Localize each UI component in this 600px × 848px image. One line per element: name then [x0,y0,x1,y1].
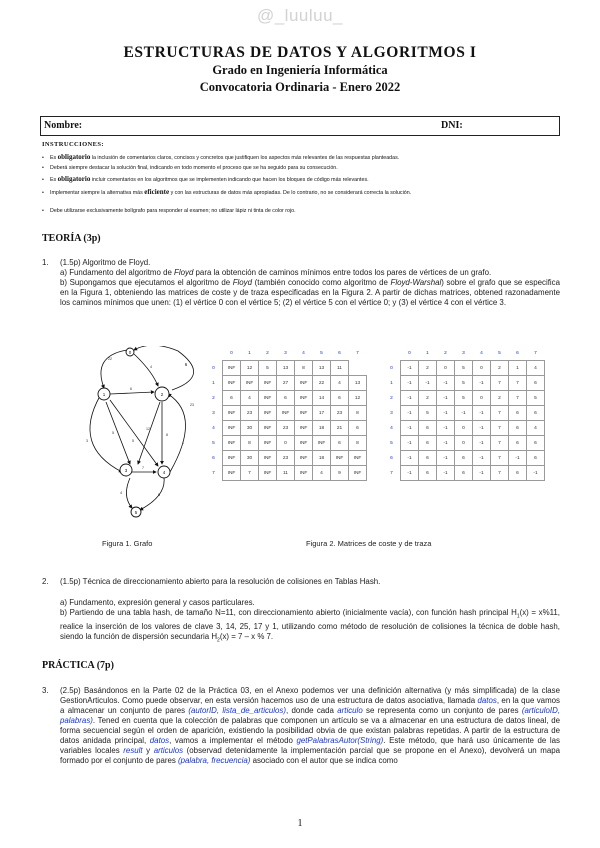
matrix-cell: 5 [455,376,473,391]
matrix-cell: INF [349,466,367,481]
matrix-cell: INF [259,376,277,391]
matrix-cell: 5 [419,406,437,421]
matrix-cell: 4 [527,421,545,436]
matrix-row-header: 3 [390,410,393,416]
question-2-part-a: a) Fundamento, expresión general y casos particulares. [60,598,255,607]
matrix-cell: INF [223,451,241,466]
matrix-row-header: 1 [212,380,215,386]
graph-node-label: 1 [102,392,106,397]
graph-edge-label: 3 [86,439,88,443]
matrix-row-header: 5 [390,440,393,446]
matrix-cell: INF [259,451,277,466]
matrix-cell: 6 [527,436,545,451]
graph-edge-label: 4 [150,365,152,369]
matrix-cell: -1 [437,391,455,406]
graph-node-label: 3 [124,468,128,473]
matrix-cell: 2 [491,391,509,406]
degree-subtitle: Grado en Ingeniería Informática [212,63,388,77]
matrix-cell: INF [259,406,277,421]
watermark: @_luuluu_ [256,6,344,25]
matrix-cell: -1 [509,451,527,466]
matrix-cell: 4 [313,466,331,481]
matrix-cell: 6 [509,406,527,421]
graph-edge-label: 12 [146,427,150,431]
matrix-row [205,361,367,376]
question-3-text: (2.5p) Basándonos en la Parte 02 de la Práctica 03, en el Anexo podemos ver una definición alternativa (y más simplificada) de la clase GestionArticulos. Como puede observar, en esta versión hacemos uso de una estructura de datos asociativa, llamada datos, en la que vamos a almacenar un conjunto de pares (autorID, lista_de_articulos), donde cada articulo se representa como un conjunto de pares (articuloID, palabras). Tened en cuenta que la colección de palabras que componen un artículo se va a almacenar en una estructura de datos lineal, de forma secuencial según el orden de aparición, existiendo la posibilidad obvia de que existan palabras repetidas. A partir de la estructura de datos anidada principal, datos, vamos a implementar el método getPalabrasAutor(String). Este método, que hará uso únicamente de las variables locales result y articulos (observad detenidamente la implementación parcial que se propone en el Anexo), devolverá un mapa formado por el conjunto de pares (palabra, frecuencia) asociado con el autor que se indica como [60,686,561,765]
matrix-cell: 6 [419,451,437,466]
matrix-cell: 7 [509,376,527,391]
matrix-row [383,421,545,436]
matrix-cell: INF [223,466,241,481]
matrix-cell: -1 [401,466,419,481]
matrix-cell: 7 [241,466,259,481]
instructions-heading: INSTRUCCIONES: [42,141,104,148]
matrix-cell: 2 [419,391,437,406]
practice-heading: PRÁCTICA (7p) [42,660,114,671]
graph-edge-label: 4 [120,491,122,495]
matrix-cell: INF [295,406,313,421]
matrix-cell: 7 [491,376,509,391]
matrix-cell: 27 [277,376,295,391]
matrix-cell: 9 [331,466,349,481]
matrix-cell: INF [259,436,277,451]
matrix-row-header: 3 [212,410,215,416]
matrix-cell: 5 [527,391,545,406]
matrix-cell: -1 [473,466,491,481]
matrix-cell: 23 [277,451,295,466]
matrix-cell: -1 [455,406,473,421]
matrix-cell: INF [259,391,277,406]
matrix-cell: -1 [437,421,455,436]
matrix-cell: 6 [527,406,545,421]
matrix-row [205,436,367,451]
matrix-cell: 23 [331,406,349,421]
graph-edge-label: 7 [142,466,144,470]
graph-node-label: 5 [134,510,138,515]
question-1-title: (1.5p) Algoritmo de Floyd. [60,258,151,267]
question-1-part-a: a) Fundamento del algoritmo de Floyd para la obtención de caminos mínimos entre todos los pares de vértices de un grafo. [60,268,492,277]
matrix-cell: 17 [313,406,331,421]
exam-title: ESTRUCTURAS DE DATOS Y ALGORITMOS I [123,44,477,61]
matrix-cell: INF [295,436,313,451]
matrix-column-header: 3 [284,350,287,356]
question-3-number: 3. [42,686,49,695]
graph-edge-label: 8 [166,433,168,437]
matrix-column-header: 0 [230,350,233,356]
matrix-row [383,466,545,481]
matrix-cell: 4 [241,391,259,406]
matrix-cell: -1 [401,436,419,451]
matrix-cell: -1 [419,376,437,391]
matrix-cell: INF [259,421,277,436]
graph-node-label: 0 [128,350,132,355]
matrix-row [205,376,367,391]
matrix-cell: 8 [349,436,367,451]
matrix-cell: 6 [509,466,527,481]
matrix-cell: -1 [401,421,419,436]
question-2-part-b: b) Partiendo de una tabla hash, de tamaño N=11, con direccionamiento abierto (inicialmente vacía), con función hash principal $H_1(x) = x\%11$, realice la inserción de los valores de clave 3, 14, 25, 17 y 1, utilizando como método de resolución de colisiones la técnica de doble hash, siendo la función de dispersión secundaria $H_2(x) = 7 - x$ % 7. [60,608,560,644]
instruction-item: • Deberá siempre destacar la solución final, indicando en todo momento el proceso que se ha seguido para su consecución. [42,165,338,171]
matrix-row [383,406,545,421]
matrix-row-header: 1 [390,380,393,386]
matrix-cell: 6 [509,436,527,451]
graph-edge-label: 6 [158,493,160,497]
matrix-cell: 5 [455,361,473,376]
matrix-cell: 7 [491,451,509,466]
matrix-row [205,466,367,481]
matrix-row-header: 6 [390,455,393,461]
matrix-cell: 14 [313,391,331,406]
matrix-cell: 0 [277,436,295,451]
matrix-cell: 0 [437,361,455,376]
figure-1-graph [82,346,202,526]
matrix-row-header: 0 [390,365,393,371]
matrix-row [205,421,367,436]
matrix-cell: 6 [349,421,367,436]
matrix-cell: 6 [223,391,241,406]
matrix-cell: 0 [473,391,491,406]
matrix-cell: -1 [401,406,419,421]
matrix-row-header: 0 [212,365,215,371]
cost-matrix [205,346,367,481]
graph-edge [134,346,194,390]
matrix-cell: 6 [331,391,349,406]
matrix-cell: -1 [473,406,491,421]
matrix-cell: 13 [313,361,331,376]
figure-1-caption: Figura 1. Grafo [102,539,153,548]
matrix-column-header: 5 [320,350,323,356]
matrix-cell: 6 [419,466,437,481]
instruction-item: • Es obligatorio incluir comentarios en los algoritmos que se implementen indicando que hacen los bloques de código más relevantes. [42,175,369,183]
matrix-cell: 11 [277,466,295,481]
matrix-row [383,376,545,391]
matrix-cell: 4 [331,376,349,391]
matrix-column-header: 5 [498,350,501,356]
matrix-row-header: 7 [390,470,393,476]
question-2-title: (1.5p) Técnica de direccionamiento abierto para la resolución de colisiones en Tablas Hash. [60,577,381,586]
matrix-row-header: 4 [390,425,393,431]
matrix-cell: -1 [437,436,455,451]
matrix-cell: 0 [455,436,473,451]
matrix-cell: 5 [259,361,277,376]
matrix-row [383,451,545,466]
trace-matrix [383,346,545,481]
matrix-cell: -1 [473,376,491,391]
graph-edge [101,350,127,388]
name-dni-box[interactable] [40,116,560,136]
matrix-cell: 0 [455,421,473,436]
matrix-cell: -1 [437,406,455,421]
graph-edge [168,394,186,472]
matrix-cell: 18 [313,451,331,466]
matrix-row [205,451,367,466]
graph-node-label: 2 [160,392,164,397]
matrix-cell: INF [295,421,313,436]
matrix-cell: 21 [331,421,349,436]
matrix-cell: 13 [349,376,367,391]
matrix-cell: 11 [331,361,349,376]
matrix-cell: -1 [437,451,455,466]
graph-edge [110,400,158,466]
matrix-cell: 7 [491,406,509,421]
matrix-row [205,406,367,421]
name-label: Nombre: [44,120,83,131]
graph-edge-label: 1 [182,441,184,445]
graph-edge [134,354,158,386]
matrix-cell: -1 [473,451,491,466]
graph-node-label: 6 [184,362,188,367]
dni-label: DNI: [441,120,463,131]
matrix-cell: 5 [455,391,473,406]
matrix-row [205,391,367,406]
matrix-cell: 23 [277,421,295,436]
matrix-row [383,361,545,376]
matrix-row-header: 2 [212,395,215,401]
matrix-cell: 7 [491,466,509,481]
graph-edge [140,478,164,510]
matrix-column-header: 1 [426,350,429,356]
matrix-cell: INF [277,406,295,421]
matrix-row-header: 2 [390,395,393,401]
matrix-cell: INF [295,391,313,406]
graph-edge [126,478,132,508]
matrix-cell: 6 [527,451,545,466]
matrix-cell: INF [313,436,331,451]
matrix-cell: -1 [401,391,419,406]
matrix-cell: INF [295,376,313,391]
matrix-cell: -1 [401,361,419,376]
matrix-cell: 30 [241,451,259,466]
matrix-row-header: 7 [212,470,215,476]
matrix-cell: -1 [473,421,491,436]
matrix-row [383,391,545,406]
matrix-cell: -1 [437,376,455,391]
matrix-cell: 30 [241,421,259,436]
matrix-cell: 12 [349,391,367,406]
matrix-cell: 6 [455,466,473,481]
matrix-cell: 6 [419,421,437,436]
matrix-cell: 4 [527,361,545,376]
matrix-cell: INF [223,406,241,421]
matrix-cell: INF [223,361,241,376]
matrix-cell: 6 [277,391,295,406]
matrix-column-header: 2 [444,350,447,356]
matrix-row-header: 4 [212,425,215,431]
matrix-column-header: 6 [338,350,341,356]
matrix-cell: INF [241,376,259,391]
matrix-cell: -1 [401,451,419,466]
matrix-cell: 7 [491,421,509,436]
matrix-column-header: 4 [480,350,483,356]
graph-node-label: 4 [162,470,166,475]
matrix-cell: 8 [349,406,367,421]
matrix-cell: -1 [527,466,545,481]
matrix-cell: 6 [419,436,437,451]
matrix-cell: 6 [527,376,545,391]
matrix-cell: INF [223,376,241,391]
matrix-cell: 0 [473,361,491,376]
matrix-cell: INF [295,466,313,481]
matrix-row [383,436,545,451]
matrix-cell: 8 [241,436,259,451]
matrix-cell: 13 [277,361,295,376]
matrix-column-header: 7 [356,350,359,356]
question-1-part-b: b) Supongamos que ejecutamos el algoritmo de Floyd (también conocido como algoritmo de Floyd-Warshal) sobre el grafo que se especifica en la Figura 1, obteniendo las matrices de coste y de traza especificadas en la Figura 2. A partir de dichas matrices, obtened razonadamente los caminos mínimos que unen: (1) el vértice 0 con el vértice 5; (2) el vértice 5 con el vértice 0; y (3) el vértice 4 con el vértice 3. [60,278,561,307]
graph-edge-label: 5 [132,439,134,443]
matrix-cell: 8 [295,361,313,376]
page-number: 1 [297,818,303,829]
instruction-item: • Debe utilizarse exclusivamente bolígrafo para responder al examen; no utilizar lápiz ni tinta de color rojo. [42,208,296,214]
matrix-cell: 7 [509,391,527,406]
graph-edge-label: 5 [112,431,114,435]
graph-edge [90,396,122,472]
matrix-cell: -1 [401,376,419,391]
matrix-cell: -1 [437,466,455,481]
matrix-column-header: 2 [266,350,269,356]
matrix-column-header: 0 [408,350,411,356]
graph-edge [138,402,160,464]
matrix-cell: -1 [473,436,491,451]
matrix-cell: 12 [241,361,259,376]
matrix-cell: 7 [491,436,509,451]
matrix-cell: 18 [313,421,331,436]
question-2-number: 2. [42,577,49,586]
matrix-cell: 6 [331,436,349,451]
graph-edge-label: 22 [108,357,112,361]
matrix-cell: 22 [313,376,331,391]
matrix-cell: 6 [509,421,527,436]
theory-heading: TEORÍA (3p) [42,233,101,244]
question-1-number: 1. [42,258,49,267]
matrix-cell: INF [295,451,313,466]
matrix-row-header: 6 [212,455,215,461]
instruction-item: • Implementar siempre la alternativa más eficiente y con las estructuras de datos más apropiadas. De lo contrario, no se considerará correcta la solución. [42,188,412,196]
graph-edge [110,392,154,394]
call-subtitle: Convocatoria Ordinaria - Enero 2022 [199,80,401,94]
matrix-cell: 1 [509,361,527,376]
matrix-column-header: 7 [534,350,537,356]
matrix-column-header: 4 [302,350,305,356]
matrix-row-header: 5 [212,440,215,446]
matrix-cell: INF [349,451,367,466]
graph-edge-label: 6 [130,387,132,391]
matrix-cell: 23 [241,406,259,421]
matrix-cell: 6 [455,451,473,466]
matrix-cell: INF [223,436,241,451]
matrix-cell: 2 [491,361,509,376]
matrix-column-header: 1 [248,350,251,356]
matrix-column-header: 3 [462,350,465,356]
figure-2-caption: Figura 2. Matrices de coste y de traza [306,539,432,548]
matrix-column-header: 6 [516,350,519,356]
matrix-cell: INF [331,451,349,466]
instruction-item: • Es obligatorio la inclusión de comentarios claros, concisos y concretos que justifiquen los aspectos más relevantes de las respuestas planteadas. [42,153,400,161]
matrix-cell: INF [259,466,277,481]
matrix-cell: 2 [419,361,437,376]
matrix-cell: INF [223,421,241,436]
graph-edge-label: 23 [190,403,194,407]
